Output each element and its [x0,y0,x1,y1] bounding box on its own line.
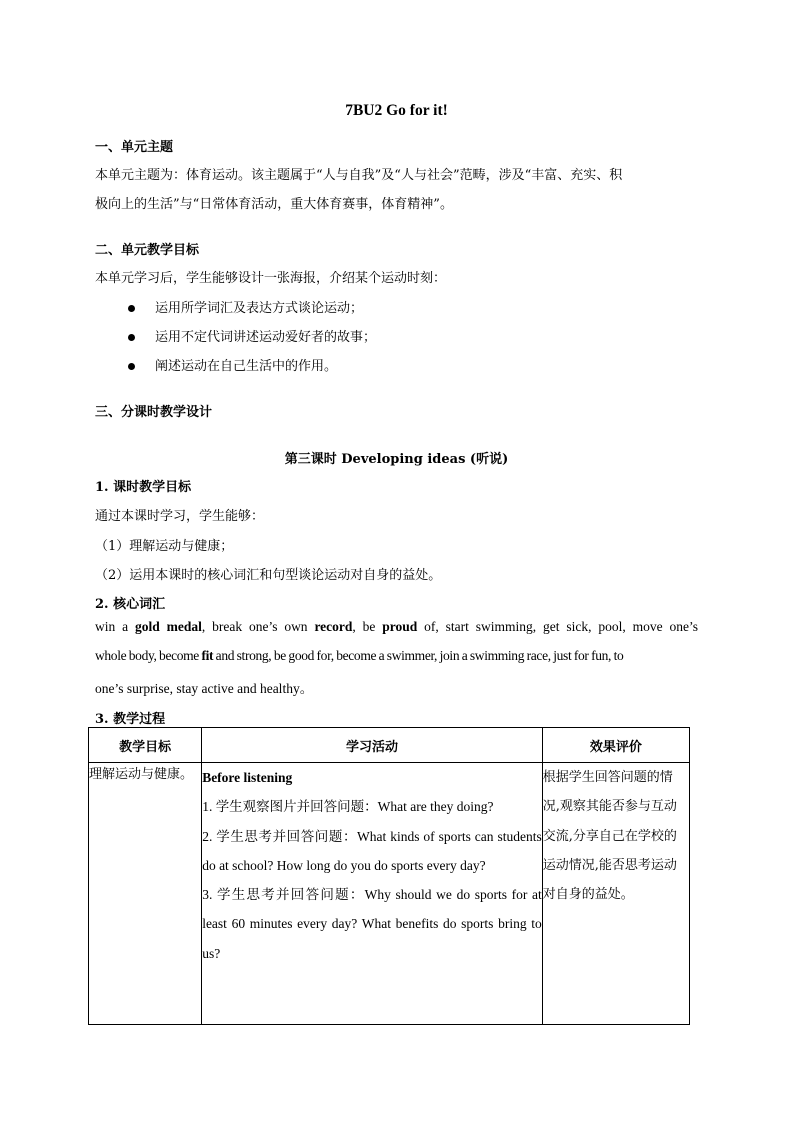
objectives-intro: 通过本课时学习，学生能够： [95,509,265,524]
phase-label: Before listening [202,770,293,785]
theme-text-line-1: 本单元主题为：体育运动。该主题属于“人与自我”及“人与社会”范畴，涉及“丰富、充实、积 [95,168,623,183]
section-heading-goals: 二、单元教学目标 [95,243,200,258]
page-title: 7BU2 Go for it! [345,102,448,119]
bullet-icon [128,305,135,312]
header-activity: 学习活动 [202,728,543,763]
header-evaluation: 效果评价 [542,728,689,763]
objective-1: （1）理解运动与健康； [95,539,234,554]
evaluation-cell: 根据学生回答问题的情况,观察其能否参与互动交流,分享自己在学校的运动情况,能否思考运动对自身的益处。 [542,763,689,1025]
vocab-line-1: win a gold medal, break one’s own record, be proud of, start swimming, get sick, pool, move one’s [95,619,698,634]
activity-3: 3. 学生思考并回答问题：Why should we do sports for at least 60 minutes every day? What benefits do sports bring to us? [202,887,542,961]
vocab-line-2: whole body, become fit and strong, be good for, become a swimmer, join a swimming race, just for fun, to [95,648,624,663]
activity-1: 1. 学生观察图片并回答问题：What are they doing? [202,799,494,815]
header-goal: 教学目标 [89,728,202,763]
theme-text-line-2: 极向上的生活”与“日常体育活动，重大体育赛事，体育精神”。 [95,197,453,212]
section-heading-theme: 一、单元主题 [95,140,174,155]
teaching-process-table [88,727,690,1025]
table-row [89,763,690,1025]
goal-bullet-2: 运用不定代词讲述运动爱好者的故事； [128,326,376,345]
lesson-title: 第三课时 Developing ideas (听说) [284,452,509,467]
goal-bullet-3: 阐述运动在自己生活中的作用。 [128,355,337,374]
goal-bullet-1: 运用所学词汇及表达方式谈论运动； [128,297,363,316]
table-header-row [89,728,690,763]
bullet-icon [128,334,135,341]
activity-2: 2. 学生思考并回答问题：What kinds of sports can students do at school? How long do you do sports every day? [202,828,542,873]
objectives-heading: 1. 课时教学目标 [95,480,192,495]
bullet-icon [128,363,135,370]
process-heading: 3. 教学过程 [95,712,166,727]
goals-intro: 本单元学习后，学生能够设计一张海报，介绍某个运动时刻： [95,271,447,286]
activity-cell [202,763,543,1025]
goal-cell: 理解运动与健康。 [89,763,202,1025]
objective-2: （2）运用本课时的核心词汇和句型谈论运动对自身的益处。 [95,568,442,583]
vocab-line-3: one’s surprise, stay active and healthy。 [95,681,314,696]
vocab-heading: 2. 核心词汇 [95,597,166,612]
section-heading-lesson-design: 三、分课时教学设计 [95,405,213,420]
